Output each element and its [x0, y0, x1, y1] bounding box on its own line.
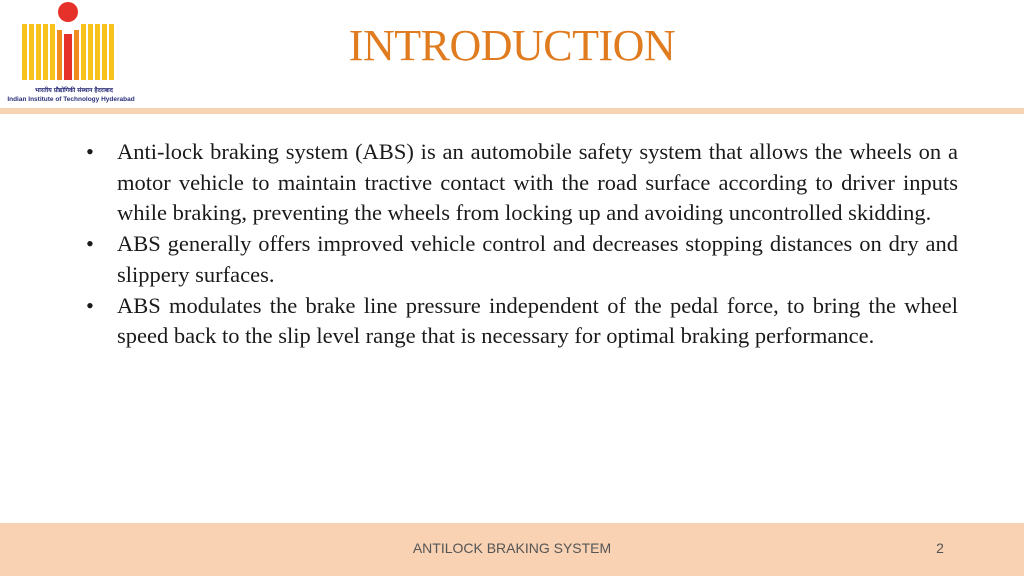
logo-hindi-text: भारतीय प्रौद्योगिकी संस्थान हैदराबाद [35, 87, 113, 94]
bullet-text: ABS modulates the brake line pressure independent of the pedal force, to bring the wheel speed back to the slip level range that is necessary for optimal braking performance. [117, 292, 958, 349]
logo-english-text: Indian Institute of Technology Hyderabad [7, 96, 135, 103]
footer-title: ANTILOCK BRAKING SYSTEM [412, 540, 612, 556]
header-divider [0, 108, 1024, 114]
slide-title: INTRODUCTION [348, 21, 676, 70]
bullet-item [86, 137, 958, 229]
bullet-text: ABS generally offers improved vehicle control and decreases stopping distances on dry and slippery surfaces. [117, 231, 958, 287]
bullet-list [86, 137, 958, 352]
bullet-item [86, 291, 958, 352]
bullet-item [86, 229, 958, 290]
bullet-marker: • [86, 139, 94, 164]
bullet-marker: • [86, 292, 94, 318]
bullet-marker: • [86, 231, 94, 257]
footer-bar [0, 523, 1024, 576]
bullet-text: Anti-lock braking system (ABS) is an automobile safety system that allows the wheels on a motor vehicle to maintain tractive contact with the road surface according to driver inputs while braking, preventing the wheels from locking up and avoiding uncontrolled skidding. [117, 139, 958, 226]
page-number: 2 [936, 540, 944, 556]
